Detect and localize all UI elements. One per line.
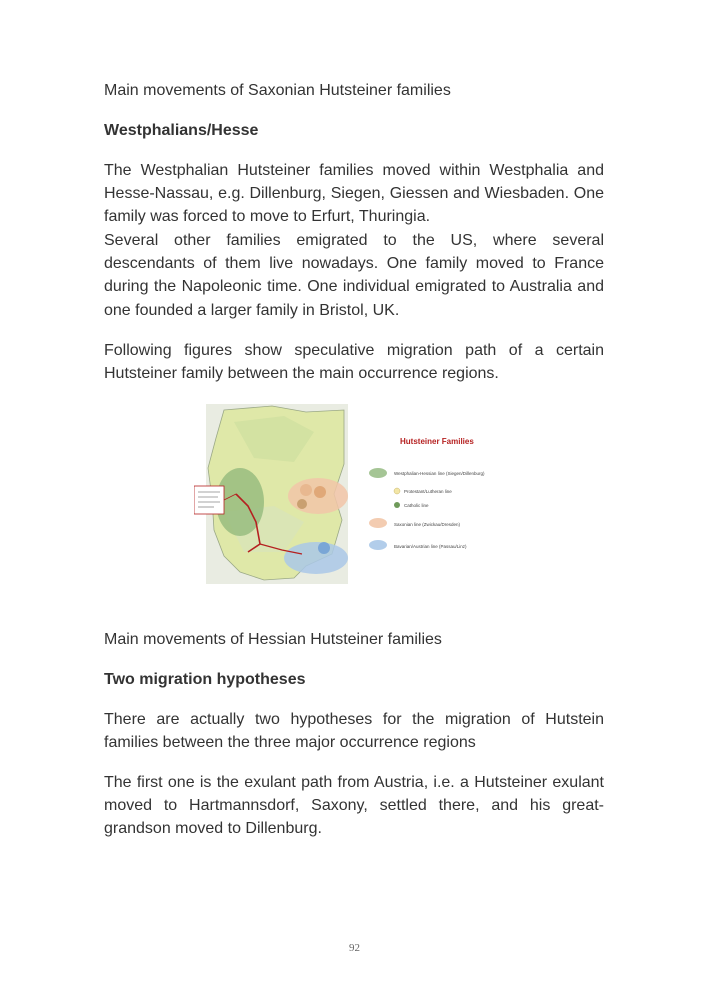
page-number: 92 <box>349 942 360 954</box>
legend-label-catholic: Catholic line <box>404 503 429 508</box>
legend-swatch-westphalian <box>369 468 387 478</box>
map-annotation-box <box>194 486 224 514</box>
bavaria-region-oval <box>284 542 348 574</box>
legend-title: Hutsteiner Families <box>400 437 474 446</box>
legend-item-saxonian <box>369 518 461 528</box>
bavaria-point <box>318 542 330 554</box>
section-heading-hessian: Main movements of Hessian Hutsteiner families <box>104 631 442 648</box>
saxony-point-3 <box>297 499 307 509</box>
paragraph-westphalians-2: Several other families emigrated to the US, where several descendants of them live nowadays. One family moved to France during the Napoleonic time. One individual emigrated to Australia and one founded a larger family in Bristol, UK. <box>104 232 604 319</box>
paragraph-hypotheses-1: There are actually two hypotheses for the migration of Hutstein families between the three major occurrence regions <box>104 711 604 752</box>
subheading-westphalians: Westphalians/Hesse <box>104 122 259 139</box>
saxony-point-1 <box>300 484 312 496</box>
legend-swatch-catholic <box>394 502 400 508</box>
paragraph-hypotheses-2: The first one is the exulant path from Austria, i.e. a Hutsteiner exulant moved to Hartmannsdorf, Saxony, settled there, and his great-grandson moved to Dillenburg. <box>104 774 604 838</box>
legend-item-bavarian <box>369 540 467 550</box>
subheading-hypotheses: Two migration hypotheses <box>104 671 306 688</box>
legend-label-westphalian: Westphalian-Hessian line (Siegen/Dillenburg) <box>394 471 485 476</box>
legend-label-protestant: Protestant/Lutheran line <box>404 489 452 494</box>
section-heading-saxonian: Main movements of Saxonian Hutsteiner families <box>104 82 451 99</box>
legend-label-bavarian: Bavarian/Austrian line (Passau/Linz) <box>394 544 467 549</box>
legend-item-protestant <box>394 488 452 494</box>
legend-label-saxonian: Saxonian line (Zwickau/Dresden) <box>394 522 461 527</box>
legend-swatch-saxonian <box>369 518 387 528</box>
saxony-point-2 <box>314 486 326 498</box>
legend-swatch-protestant <box>394 488 400 494</box>
legend-item-westphalian <box>369 468 485 478</box>
legend-swatch-bavarian <box>369 540 387 550</box>
migration-map-figure <box>194 402 514 586</box>
paragraph-westphalians-1: The Westphalian Hutsteiner families moved within Westphalia and Hesse-Nassau, e.g. Dillenburg, Siegen, Giessen and Wiesbaden. One family was forced to move to Erfurt, Thuringia. <box>104 162 604 226</box>
paragraph-figures-intro: Following figures show speculative migration path of a certain Hutsteiner family between the main occurrence regions. <box>104 342 604 383</box>
legend-item-catholic <box>394 502 429 508</box>
